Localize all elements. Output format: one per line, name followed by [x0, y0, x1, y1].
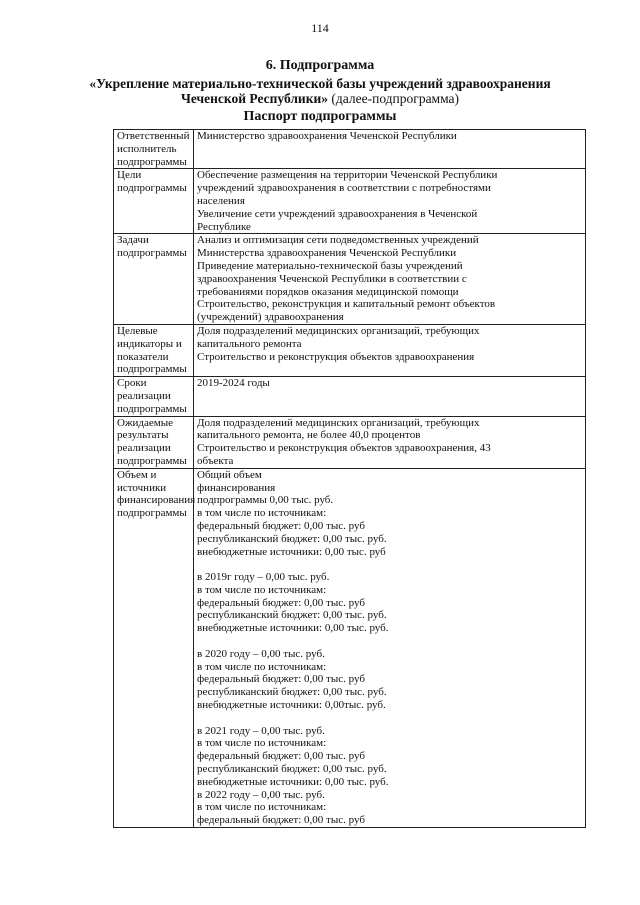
value-line: федеральный бюджет: 0,00 тыс. руб	[197, 750, 365, 763]
row-label	[114, 234, 194, 325]
row-label	[114, 377, 194, 416]
value-line: федеральный бюджет: 0,00 тыс. руб	[197, 519, 365, 532]
label-line: подпрограммы	[117, 454, 187, 467]
table-row	[114, 416, 586, 468]
value-line: подпрограммы 0,00 тыс. руб.	[197, 494, 334, 507]
value-line: Приведение материально-технической базы учреждений	[197, 259, 463, 272]
subprogram-name	[60, 76, 580, 106]
row-value	[194, 234, 586, 325]
value-line: Увеличение сети учреждений здравоохранения в Чеченской	[197, 207, 478, 220]
value-line: Министерство здравоохранения Чеченской Республики	[197, 130, 457, 142]
subprogram-name-rest: (далее-подпрограмма)	[328, 91, 460, 106]
value-line: Обеспечение размещения на территории Чеченской Республики	[197, 169, 498, 182]
page-number: 114	[311, 21, 329, 35]
value-line: в 2019г году – 0,00 тыс. руб.	[197, 571, 330, 584]
value-line: Строительство, реконструкция и капитальный ремонт объектов	[197, 298, 496, 311]
value-line: в 2021 году – 0,00 тыс. руб.	[197, 724, 325, 737]
row-label	[114, 416, 194, 468]
passport-table	[113, 129, 586, 828]
label-line: финансирования	[117, 494, 196, 507]
value-line: в том числе по источникам:	[197, 507, 327, 520]
table-row	[114, 130, 586, 169]
value-line: в том числе по источникам:	[197, 801, 327, 814]
value-line: финансирования	[197, 481, 276, 494]
label-line: Цели	[117, 169, 142, 182]
subprogram-name-bold: «Укрепление материально-технической базы учреждений здравоохранения Чеченской Республики»	[89, 76, 551, 106]
value-line: 2019-2024 годы	[197, 377, 270, 390]
value-line: Анализ и оптимизация сети подведомственных учреждений	[197, 234, 479, 247]
row-value	[194, 468, 586, 827]
label-line: реализации	[117, 389, 171, 402]
value-line: Республике	[197, 220, 251, 233]
value-line: в 2020 году – 0,00 тыс. руб.	[197, 647, 325, 660]
value-line: капитального ремонта, не более 40,0 процентов	[197, 429, 421, 442]
value-line: (учреждений) здравоохранения	[197, 311, 344, 324]
value-line: Строительство и реконструкция объектов здравоохранения	[197, 350, 475, 363]
table-row	[114, 468, 586, 827]
value-line: в том числе по источникам:	[197, 660, 327, 673]
label-line: подпрограммы	[117, 247, 187, 260]
value-line: населения	[197, 194, 245, 207]
blank-line	[197, 712, 582, 725]
label-line: источники	[117, 481, 167, 494]
value-line: в 2022 году – 0,00 тыс. руб.	[197, 788, 325, 801]
value-line: федеральный бюджет: 0,00 тыс. руб	[197, 673, 365, 686]
value-line: Строительство и реконструкция объектов здравоохранения, 43	[197, 442, 491, 455]
table-row	[114, 234, 586, 325]
row-value	[194, 416, 586, 468]
row-value	[194, 130, 586, 169]
subprogram-title: 6. Подпрограмма	[265, 58, 375, 73]
label-line: результаты	[117, 429, 169, 442]
value-line: здравоохранения Чеченской Республики в соответствии с	[197, 272, 467, 285]
value-line: Доля подразделений медицинских организаций, требующих	[197, 416, 480, 429]
value-line: в том числе по источникам:	[197, 583, 327, 596]
value-line: в том числе по источникам:	[197, 737, 327, 750]
value-line: Общий объем	[197, 468, 262, 481]
value-line: учреждений здравоохранения в соответствии с потребностями	[197, 182, 491, 195]
value-line: федеральный бюджет: 0,00 тыс. руб	[197, 814, 365, 827]
value-line: внебюджетные источники: 0,00тыс. руб.	[197, 699, 386, 712]
value-line: внебюджетные источники: 0,00 тыс. руб	[197, 545, 386, 558]
label-line: подпрограммы	[117, 155, 187, 168]
label-line: Задачи	[117, 234, 149, 247]
label-line: подпрограммы	[117, 363, 187, 376]
table-row	[114, 324, 586, 376]
row-label	[114, 130, 194, 169]
value-line: внебюджетные источники: 0,00 тыс. руб.	[197, 622, 389, 635]
value-line: объекта	[197, 454, 234, 467]
blank-line	[197, 558, 582, 571]
label-line: подпрограммы	[117, 182, 187, 195]
row-value	[194, 377, 586, 416]
value-line: внебюджетные источники: 0,00 тыс. руб.	[197, 775, 389, 788]
label-line: подпрограммы	[117, 507, 187, 520]
label-line: исполнитель	[117, 142, 177, 155]
table-row	[114, 169, 586, 234]
value-line: требованиями порядков оказания медицинской помощи	[197, 285, 459, 298]
label-line: индикаторы и	[117, 337, 182, 350]
value-line: Доля подразделений медицинских организаций, требующих	[197, 324, 480, 337]
blank-line	[197, 635, 582, 648]
passport-heading: Паспорт подпрограммы	[243, 109, 397, 124]
row-value	[194, 324, 586, 376]
value-line: республиканский бюджет: 0,00 тыс. руб.	[197, 686, 387, 699]
row-value	[194, 169, 586, 234]
value-line: республиканский бюджет: 0,00 тыс. руб.	[197, 609, 387, 622]
value-line: республиканский бюджет: 0,00 тыс. руб.	[197, 763, 387, 776]
label-line: реализации	[117, 442, 171, 455]
table-row	[114, 377, 586, 416]
label-line: Сроки	[117, 377, 147, 390]
label-line: Ожидаемые	[117, 416, 174, 429]
label-line: Объем и	[117, 468, 157, 481]
value-line: республиканский бюджет: 0,00 тыс. руб.	[197, 532, 387, 545]
label-line: Целевые	[117, 324, 158, 337]
row-label	[114, 468, 194, 827]
label-line: подпрограммы	[117, 402, 187, 415]
label-line: показатели	[117, 350, 169, 363]
row-label	[114, 324, 194, 376]
label-line: Ответственный	[117, 130, 190, 142]
row-label	[114, 169, 194, 234]
value-line: Министерства здравоохранения Чеченской Республики	[197, 247, 457, 260]
value-line: федеральный бюджет: 0,00 тыс. руб	[197, 596, 365, 609]
value-line: капитального ремонта	[197, 337, 302, 350]
